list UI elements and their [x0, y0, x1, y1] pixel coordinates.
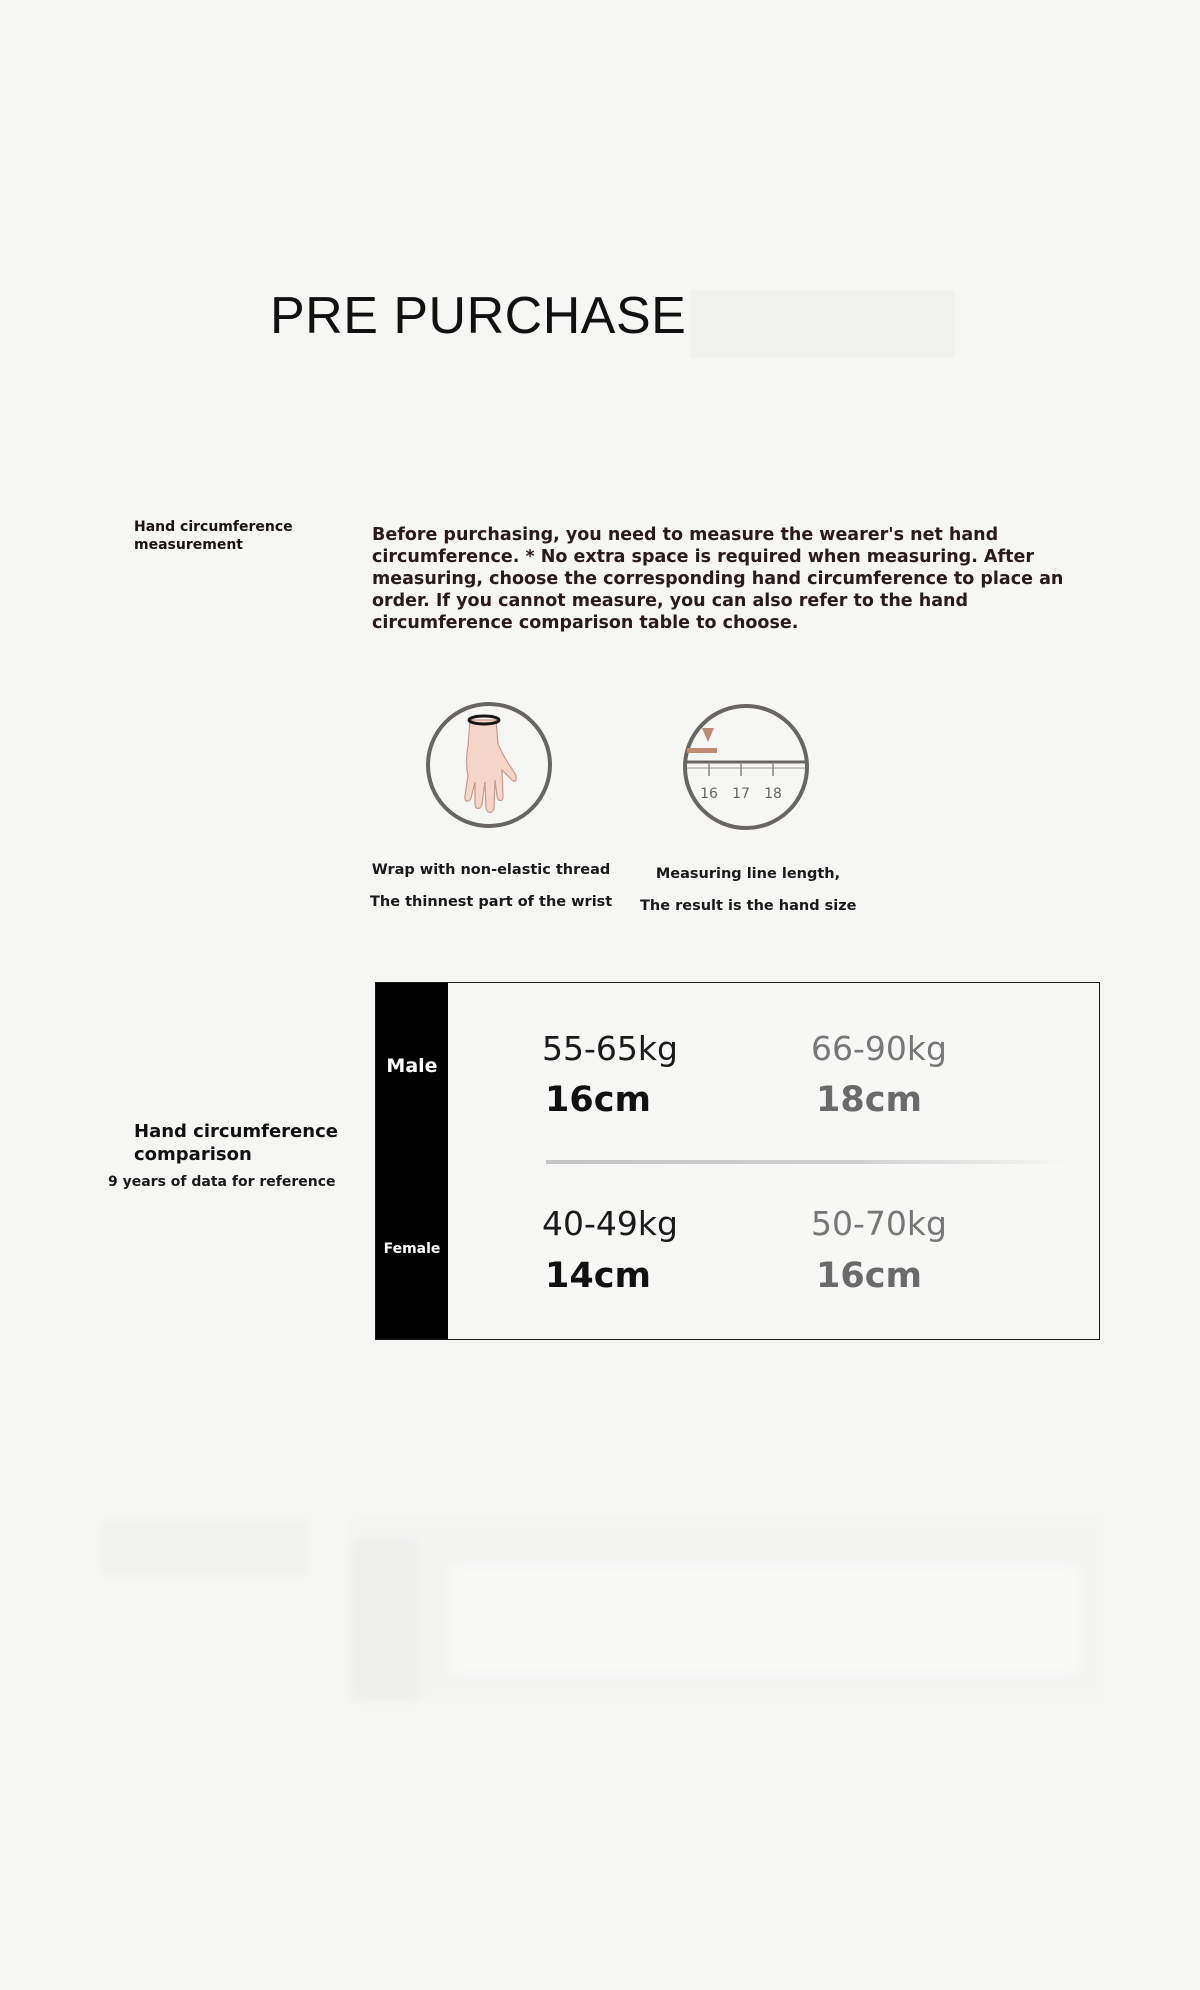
step-2-caption-line-1: Measuring line length,: [655, 866, 841, 882]
ruler-tick-16: 16: [700, 786, 718, 802]
table-divider: [546, 1160, 1066, 1164]
wrist-thread-icon: [424, 700, 554, 830]
male-hand-size-2: 18cm: [816, 1080, 922, 1120]
gender-label-female: Female: [383, 1241, 441, 1257]
ruler-tick-18: 18: [764, 786, 782, 802]
ruler-tick-17: 17: [732, 786, 750, 802]
female-hand-size-2: 16cm: [816, 1256, 922, 1296]
male-hand-size-1: 16cm: [545, 1080, 651, 1120]
female-weight-range-1: 40-49kg: [542, 1204, 678, 1243]
comparison-section-title: Hand circumference comparison: [134, 1121, 338, 1165]
female-hand-size-1: 14cm: [545, 1256, 651, 1296]
comparison-section-subtitle: 9 years of data for reference: [108, 1174, 336, 1190]
female-weight-range-2: 50-70kg: [811, 1204, 947, 1243]
size-comparison-table: [375, 982, 1100, 1340]
title-highlight-block: [690, 290, 955, 358]
step-1-caption-line-2: The thinnest part of the wrist: [370, 894, 613, 910]
male-weight-range-2: 66-90kg: [811, 1029, 947, 1068]
faded-table-inner: [450, 1565, 1080, 1675]
gender-label-male: Male: [386, 1055, 438, 1077]
measurement-instructions: Before purchasing, you need to measure the wearer's net hand circumference. * No extra space is required when measuring. After measuring, choose the corresponding hand circumference to place an order. If you cannot measure, you can also refer to the hand circumference comparison table to choose.: [372, 525, 1064, 633]
male-weight-range-1: 55-65kg: [542, 1029, 678, 1068]
step-1-caption-line-1: Wrap with non-elastic thread: [371, 862, 611, 878]
step-2-caption-line-2: The result is the hand size: [640, 898, 857, 914]
faded-label-block: [100, 1520, 310, 1576]
page-title: PRE PURCHASE: [270, 287, 687, 345]
faded-table-bar: [352, 1540, 418, 1700]
gender-column: [376, 983, 448, 1339]
measurement-section-label: Hand circumference measurement: [134, 519, 293, 553]
ruler-measure-icon: [681, 702, 811, 832]
